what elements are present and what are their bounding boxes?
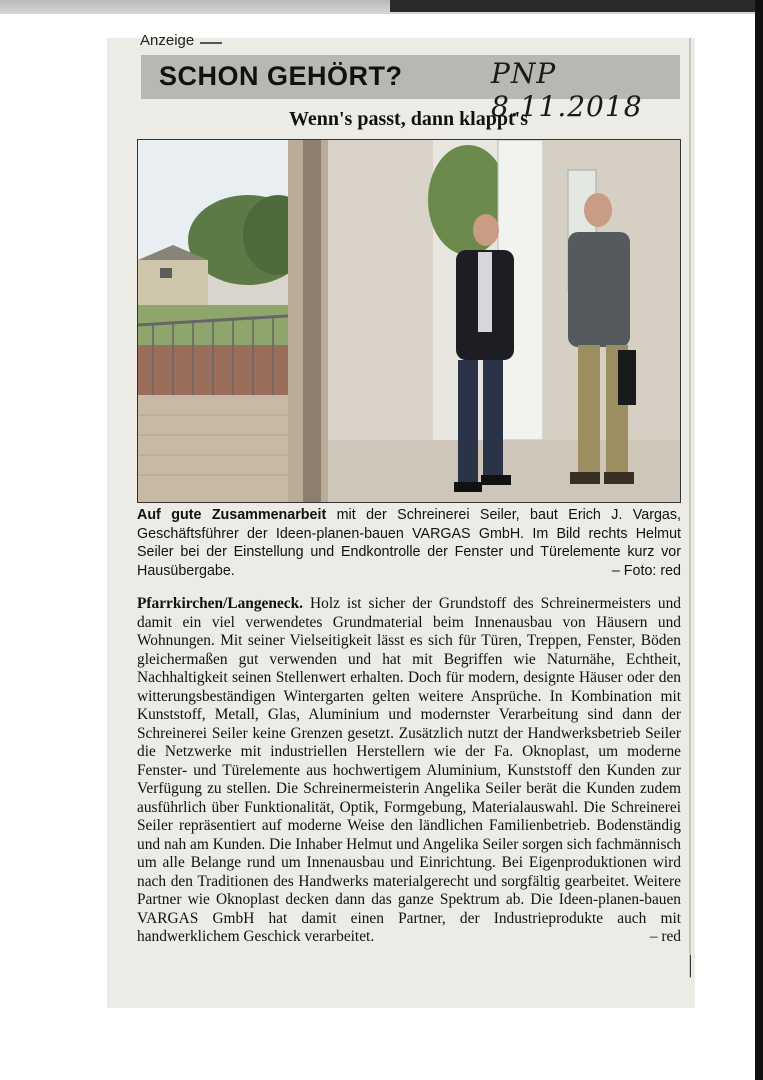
photo-illustration [138,140,681,503]
scan-edge-right [755,0,763,1080]
ad-label: Anzeige [140,32,195,49]
ad-label-dash [200,42,222,44]
caption-text: mit der Schreinerei Seiler, baut Erich J. Vargas, Geschäftsführer der Ideen-planen-bauen VARGAS GmbH. Im Bild rechts Helmut Seiler bei der Einstellung und Endkontrolle der Fenster und Türelemente kurz vor Hausübergabe. [137,507,681,579]
article-headline: Wenn's passt, dann klappt's [288,108,528,130]
photo-credit: – Foto: red [611,562,681,579]
column-rule-end [690,955,691,977]
scan-edge-dark [390,0,763,12]
article-photo [137,139,681,503]
article-body [137,595,681,947]
article-text: Holz ist sicher der Grundstoff des Schreinermeisters und damit ein viel verwendetes Grundmaterial beim Innenausbau von Häusern und Wohnungen. Mit seiner Vielseitigkeit lässt es sich für Türen, Treppen, Fenster, Böden gleichermaßen gut verwenden und hat mit Begriffen wie Naturnähe, Echtheit, Nachhaltigkeit seinen Stellenwert erhalten. Doch für modern, designte Häuser oder den witterungsbeständigen Wintergarten gelten weitere Ansprüche. In Kombination mit Kunststoff, Metall, Glas, Aluminium und modernster Verarbeitung sind dann der Schreinerei Seiler keine Grenzen gesetzt. Zusätzlich nutzt der Handwerksbetrieb Seiler die Netzwerke mit industriellen Herstellern wie der Fa. Oknoplast, um moderne Fenster- und Türelemente aus hochwertigem Aluminium, Kunststoff den Kunden zur Verfügung zu stellen. Die Schreinermeisterin Angelika Seiler berät die Kunden zudem ausführlich über Funktionalität, Optik, Formgebung, Materialauswahl. Die Schreinerei Seiler repräsentiert auf moderne Weise den ländlichen Familienbetrieb. Bodenständig und nah am Kunden. Die Inhaber Helmut und Angelika Seiler sorgen sich fachmännisch um alle Belange rund um Innenausbau und Einrichtung. Bei Eigenproduktionen wird nach den Traditionen des Handwerks materialgerecht und sorgfältig gearbeitet. Weitere Partner wie Oknoplast decken dann das ganze Spektrum ab. Die Ideen-planen-bauen VARGAS GmbH hat damit einen Partner, der Industrieprodukte auch mit handwerklichem Geschick verarbeitet. [137,595,681,945]
photo-caption [137,506,681,580]
caption-lead: Auf gute Zusammenarbeit [137,507,327,523]
article-signoff: – red [649,928,681,945]
banner-title: SCHON GEHÖRT? [159,61,403,91]
handwritten-date-note: PNP 8.11.2018 [491,57,643,123]
column-rule [689,38,691,978]
article-dateline: Pfarrkirchen/Langeneck. [137,595,304,612]
